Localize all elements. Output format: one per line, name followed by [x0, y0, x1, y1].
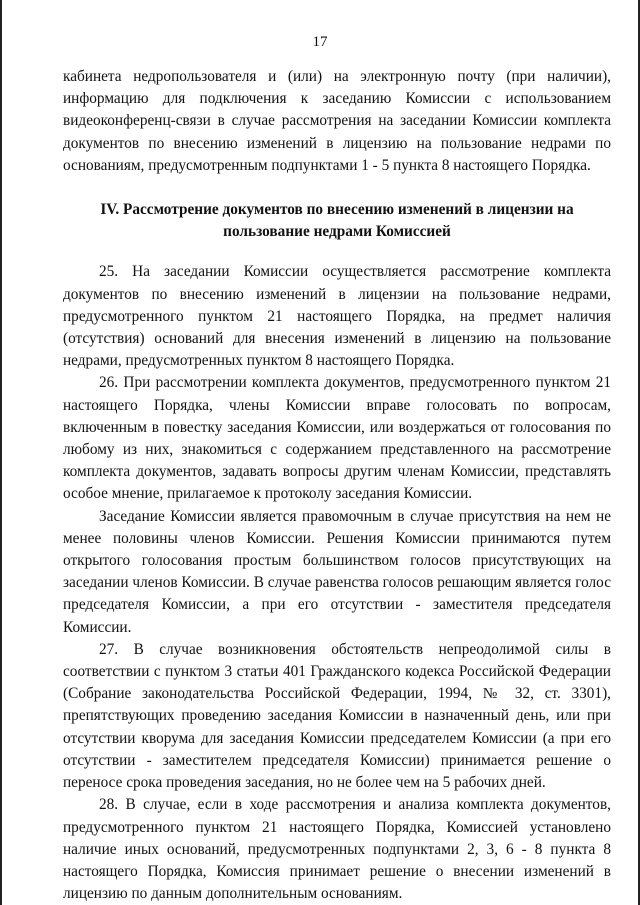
page-number: 17 — [312, 34, 328, 50]
paragraph-27: 27. В случае возникновения обстоятельств непреодолимой силы в соответствии с пунктом 3 статьи 401 Гражданского кодекса Российской Федерации (Собрание законодательства Российской Федерации, 1994, № 32, ст. 3301), препятствующих проведению заседания Комиссии в назначенный день, или при отсутствии кворума для заседания Комиссии председателем Комиссии (а при его отсутствии - заместителем председателя Комиссии) принимается решение о переносе срока проведения заседания, но не более чем на 5 рабочих дней. — [63, 640, 611, 792]
paragraph-28: 28. В случае, если в ходе рассмотрения и анализа комплекта документов, предусмотренного пунктом 21 настоящего Порядка, Комиссией установлено наличие иных оснований, предусмотренных подпунктами 2, 3, 6 - 8 пункта 8 настоящего Порядка, Комиссия принимает решение о внесении изменений в лицензию по данным дополнительным основаниям. — [63, 796, 611, 903]
section-heading-line-1: IV. Рассмотрение документов по внесению изменений в лицензии на — [100, 201, 574, 219]
intro-paragraph: кабинета недропользователя и (или) на электронную почту (при наличии), информацию для подключения к заседанию Комиссии с использованием видеоконференц-связи в случае рассмотрения на заседании Комиссии комплекта документов по внесению изменений в лицензию на пользование недрами по основаниям, предусмотренным подпунктами 1 - 5 пункта 8 настоящего Порядка. — [63, 68, 611, 174]
document-body — [63, 66, 611, 905]
paragraph-26: 26. При рассмотрении комплекта документов, предусмотренного пунктом 21 настоящего Порядка, члены Комиссии вправе голосовать по вопросам, включенным в повестку заседания Комиссии, или воздержаться от голосования по любому из них, знакомиться с содержанием представленного на рассмотрение комплекта документов, задавать вопросы другим членам Комиссии, представлять особое мнение, прилагаемое к протоколу заседания Комиссии. — [63, 374, 611, 503]
section-heading-line-2: пользование недрами Комиссией — [223, 223, 451, 241]
paragraph-26-quorum: Заседание Комиссии является правомочным в случае присутствия на нем не менее половины членов Комиссии. Решения Комиссии принимаются путем открытого голосования простым большинством голосов присутствующих на заседании членов Комиссии. В случае равенства голосов решающим является голос председателя Комиссии, а при его отсутствии - заместителя председателя Комиссии. — [63, 507, 611, 636]
section-heading — [63, 199, 611, 243]
paragraph-25: 25. На заседании Комиссии осуществляется рассмотрение комплекта документов по внесению изменений в лицензии на пользование недрами, предусмотренного пунктом 21 настоящего Порядка, на предмет наличия (отсутствия) оснований для внесения изменений в лицензию на пользование недрами, предусмотренных пунктом 8 настоящего Порядка. — [63, 263, 611, 370]
